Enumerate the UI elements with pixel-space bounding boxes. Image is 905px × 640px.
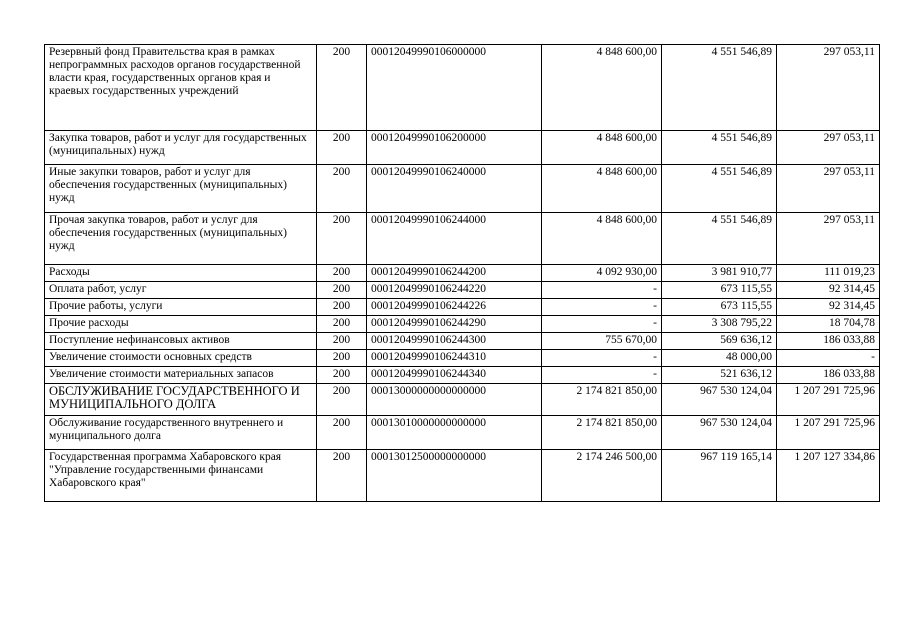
executed-amount-cell: 4 551 546,89 — [662, 45, 777, 131]
table-row — [45, 265, 880, 282]
expense-name-cell: Поступление нефинансовых активов — [45, 333, 317, 350]
expense-name-cell: Прочие расходы — [45, 316, 317, 333]
budget-classification-code-cell: 00012049990106244220 — [367, 282, 542, 299]
line-code-cell: 200 — [317, 384, 367, 416]
budget-classification-code-cell: 00012049990106244226 — [367, 299, 542, 316]
table-row — [45, 282, 880, 299]
expense-name-cell: Оплата работ, услуг — [45, 282, 317, 299]
line-code-cell: 200 — [317, 45, 367, 131]
table-row — [45, 416, 880, 450]
unexecuted-amount-cell: 18 704,78 — [777, 316, 880, 333]
budget-classification-code-cell: 00013010000000000000 — [367, 416, 542, 450]
approved-amount-cell: - — [542, 350, 662, 367]
approved-amount-cell: 2 174 821 850,00 — [542, 384, 662, 416]
expense-name-cell: Расходы — [45, 265, 317, 282]
line-code-cell: 200 — [317, 316, 367, 333]
expense-name-cell: Прочая закупка товаров, работ и услуг для обеспечения государственных (муниципальных) нужд — [45, 213, 317, 265]
approved-amount-cell: 4 848 600,00 — [542, 131, 662, 165]
table-row — [45, 299, 880, 316]
document-page — [44, 44, 879, 502]
executed-amount-cell: 967 530 124,04 — [662, 384, 777, 416]
approved-amount-cell: - — [542, 282, 662, 299]
expense-name-cell: Резервный фонд Правительства края в рамках непрограммных расходов органов государственной власти края, государственных органов края и краевых государственных учреждений — [45, 45, 317, 131]
table-row — [45, 333, 880, 350]
budget-classification-code-cell: 00012049990106244310 — [367, 350, 542, 367]
unexecuted-amount-cell: 297 053,11 — [777, 131, 880, 165]
executed-amount-cell: 3 308 795,22 — [662, 316, 777, 333]
expense-name-cell: Прочие работы, услуги — [45, 299, 317, 316]
approved-amount-cell: 4 092 930,00 — [542, 265, 662, 282]
unexecuted-amount-cell: 1 207 127 334,86 — [777, 450, 880, 502]
table-row — [45, 213, 880, 265]
line-code-cell: 200 — [317, 213, 367, 265]
unexecuted-amount-cell: 297 053,11 — [777, 213, 880, 265]
budget-classification-code-cell: 00012049990106244200 — [367, 265, 542, 282]
line-code-cell: 200 — [317, 165, 367, 213]
table-row — [45, 45, 880, 131]
expense-name-cell: ОБСЛУЖИВАНИЕ ГОСУДАРСТВЕННОГО И МУНИЦИПАЛЬНОГО ДОЛГА — [45, 384, 317, 416]
table-row — [45, 316, 880, 333]
unexecuted-amount-cell: 92 314,45 — [777, 299, 880, 316]
budget-classification-code-cell: 00012049990106244300 — [367, 333, 542, 350]
budget-classification-code-cell: 00013012500000000000 — [367, 450, 542, 502]
line-code-cell: 200 — [317, 265, 367, 282]
table-row — [45, 384, 880, 416]
budget-classification-code-cell: 00012049990106240000 — [367, 165, 542, 213]
line-code-cell: 200 — [317, 416, 367, 450]
approved-amount-cell: 2 174 246 500,00 — [542, 450, 662, 502]
unexecuted-amount-cell: 1 207 291 725,96 — [777, 416, 880, 450]
table-row — [45, 131, 880, 165]
executed-amount-cell: 521 636,12 — [662, 367, 777, 384]
unexecuted-amount-cell: 1 207 291 725,96 — [777, 384, 880, 416]
expense-name-cell: Увеличение стоимости основных средств — [45, 350, 317, 367]
budget-classification-code-cell: 00012049990106244340 — [367, 367, 542, 384]
table-row — [45, 367, 880, 384]
unexecuted-amount-cell: 186 033,88 — [777, 333, 880, 350]
unexecuted-amount-cell: 186 033,88 — [777, 367, 880, 384]
budget-execution-table — [44, 44, 880, 502]
expense-name-cell: Увеличение стоимости материальных запасов — [45, 367, 317, 384]
unexecuted-amount-cell: 92 314,45 — [777, 282, 880, 299]
line-code-cell: 200 — [317, 450, 367, 502]
executed-amount-cell: 673 115,55 — [662, 299, 777, 316]
line-code-cell: 200 — [317, 333, 367, 350]
budget-classification-code-cell: 00012049990106244000 — [367, 213, 542, 265]
unexecuted-amount-cell: 297 053,11 — [777, 45, 880, 131]
expense-name-cell: Обслуживание государственного внутреннего и муниципального долга — [45, 416, 317, 450]
table-row — [45, 165, 880, 213]
unexecuted-amount-cell: - — [777, 350, 880, 367]
table-row — [45, 350, 880, 367]
budget-classification-code-cell: 00013000000000000000 — [367, 384, 542, 416]
executed-amount-cell: 967 530 124,04 — [662, 416, 777, 450]
line-code-cell: 200 — [317, 350, 367, 367]
approved-amount-cell: 4 848 600,00 — [542, 213, 662, 265]
executed-amount-cell: 48 000,00 — [662, 350, 777, 367]
approved-amount-cell: 4 848 600,00 — [542, 165, 662, 213]
executed-amount-cell: 3 981 910,77 — [662, 265, 777, 282]
approved-amount-cell: 4 848 600,00 — [542, 45, 662, 131]
unexecuted-amount-cell: 297 053,11 — [777, 165, 880, 213]
executed-amount-cell: 4 551 546,89 — [662, 213, 777, 265]
executed-amount-cell: 4 551 546,89 — [662, 165, 777, 213]
expense-name-cell: Государственная программа Хабаровского края "Управление государственными финансами Хабаровского края" — [45, 450, 317, 502]
approved-amount-cell: - — [542, 316, 662, 333]
unexecuted-amount-cell: 111 019,23 — [777, 265, 880, 282]
line-code-cell: 200 — [317, 131, 367, 165]
line-code-cell: 200 — [317, 299, 367, 316]
expense-name-cell: Иные закупки товаров, работ и услуг для обеспечения государственных (муниципальных) нужд — [45, 165, 317, 213]
line-code-cell: 200 — [317, 282, 367, 299]
approved-amount-cell: 2 174 821 850,00 — [542, 416, 662, 450]
executed-amount-cell: 569 636,12 — [662, 333, 777, 350]
executed-amount-cell: 4 551 546,89 — [662, 131, 777, 165]
approved-amount-cell: - — [542, 299, 662, 316]
budget-classification-code-cell: 00012049990106000000 — [367, 45, 542, 131]
approved-amount-cell: - — [542, 367, 662, 384]
budget-classification-code-cell: 00012049990106244290 — [367, 316, 542, 333]
executed-amount-cell: 967 119 165,14 — [662, 450, 777, 502]
approved-amount-cell: 755 670,00 — [542, 333, 662, 350]
executed-amount-cell: 673 115,55 — [662, 282, 777, 299]
table-row — [45, 450, 880, 502]
line-code-cell: 200 — [317, 367, 367, 384]
expense-name-cell: Закупка товаров, работ и услуг для государственных (муниципальных) нужд — [45, 131, 317, 165]
budget-classification-code-cell: 00012049990106200000 — [367, 131, 542, 165]
